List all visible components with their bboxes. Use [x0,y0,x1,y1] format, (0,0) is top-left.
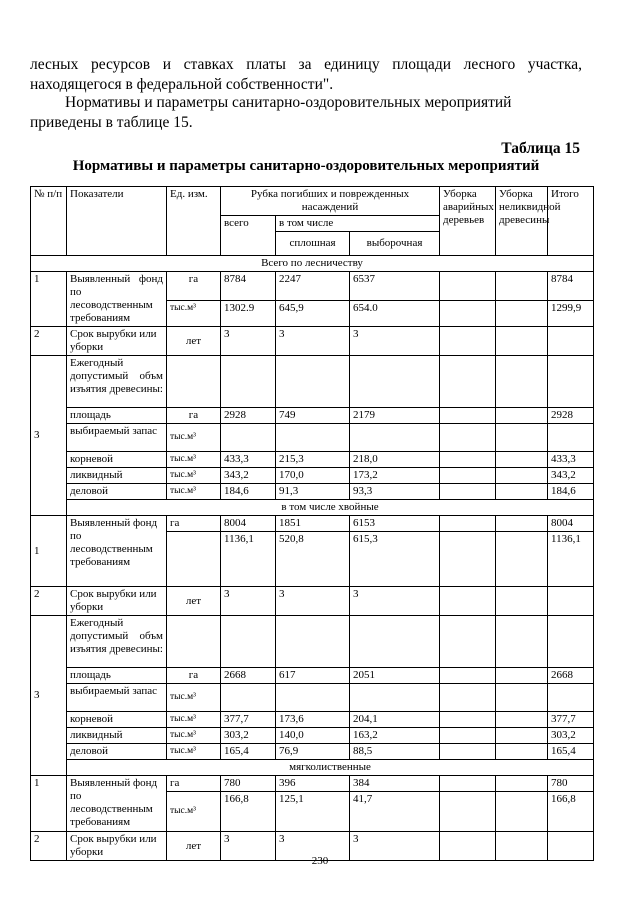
cell-itogo: 1136,1 [548,532,594,587]
cell-clear: 91,3 [276,484,350,500]
row-name: Срок вырубки или уборки [67,327,167,356]
row-unit: га [167,516,221,532]
row-name: Срок вырубки или уборки [67,587,167,616]
cell-total: 3 [221,327,276,356]
row-num: 2 [31,327,67,356]
row-unit: тыс.м³ [167,792,221,832]
cell-total: 1136,1 [221,532,276,587]
row-name: Срок вырубки или уборки [67,832,167,861]
cell-selective: 88,5 [350,744,440,760]
row-unit: лет [167,587,221,616]
cell-selective: 6537 [350,272,440,301]
row-unit: тыс.м³ [167,452,221,468]
header-total-sub: всего [221,216,276,256]
row-num: 3 [31,616,67,776]
intro-paragraph-1: лесных ресурсов и ставках платы за единицу площади лесного участка, находящегося в федеральной собственности". [30,56,582,93]
row-unit: тыс.м³ [167,728,221,744]
row-sub-label: ликвидный [67,468,167,484]
cell-total: 184,6 [221,484,276,500]
row-sub-label: выбираемый запас [67,684,167,712]
cell-selective: 384 [350,776,440,792]
row-sub-label: деловой [67,484,167,500]
cell-itogo: 8784 [548,272,594,301]
header-itogo: Итого [548,187,594,256]
cell-itogo: 343,2 [548,468,594,484]
cell-clear: 125,1 [276,792,350,832]
cell-selective: 173,2 [350,468,440,484]
cell-clear: 520,8 [276,532,350,587]
row-unit: тыс.м³ [167,712,221,728]
cell-clear: 3 [276,832,350,861]
row-unit: тыс.м³ [167,684,221,712]
row-unit: тыс.м³ [167,744,221,760]
cell-itogo: 1299,9 [548,301,594,327]
cell-clear: 617 [276,668,350,684]
cell-selective: 163,2 [350,728,440,744]
cell-clear: 2247 [276,272,350,301]
header-emergency: Уборка аварийных деревьев [440,187,496,256]
row-unit: га [167,408,221,424]
row-sub-label: корневой [67,712,167,728]
header-cutting: Рубка погибших и поврежденных насаждений [221,187,440,216]
row-unit: тыс.м³ [167,468,221,484]
cell-total: 165,4 [221,744,276,760]
cell-clear: 173,6 [276,712,350,728]
cell-clear: 396 [276,776,350,792]
cell-itogo: 2668 [548,668,594,684]
cell-clear: 140,0 [276,728,350,744]
row-sub-label: корневой [67,452,167,468]
cell-total: 303,2 [221,728,276,744]
cell-selective: 204,1 [350,712,440,728]
cell-selective: 615,3 [350,532,440,587]
cell-selective: 3 [350,587,440,616]
row-name: Выявленный фонд по лесоводственным требованиям [67,272,167,327]
row-num: 3 [31,356,67,516]
row-sub-label: деловой [67,744,167,760]
row-num: 1 [31,516,67,587]
section-label: Всего по лесничеству [31,256,594,272]
cell-itogo: 2928 [548,408,594,424]
cell-total: 377,7 [221,712,276,728]
row-sub-label: ликвидный [67,728,167,744]
row-num: 2 [31,587,67,616]
table-number: Таблица 15 [501,140,580,157]
row-unit: га [167,776,221,792]
cell-clear: 215,3 [276,452,350,468]
cell-total: 433,3 [221,452,276,468]
header-unit: Ед. изм. [167,187,221,256]
norms-table [30,186,594,861]
row-name: Выявленный фонд по лесоводственным требованиям [67,776,167,832]
row-unit: тыс.м³ [167,424,221,452]
cell-clear: 749 [276,408,350,424]
cell-total: 3 [221,587,276,616]
page-number: 230 [311,855,329,867]
cell-total: 3 [221,832,276,861]
cell-total: 2928 [221,408,276,424]
cell-selective: 218,0 [350,452,440,468]
cell-itogo: 165,4 [548,744,594,760]
row-sub-label: площадь [67,408,167,424]
header-indicators: Показатели [67,187,167,256]
cell-itogo: 166,8 [548,792,594,832]
row-sub-label: выбираемый запас [67,424,167,452]
cell-selective: 3 [350,327,440,356]
cell-itogo: 377,7 [548,712,594,728]
row-unit: тыс.м³ [167,301,221,327]
header-num: № п/п [31,187,67,256]
cell-total: 343,2 [221,468,276,484]
cell-total: 8784 [221,272,276,301]
cell-selective: 93,3 [350,484,440,500]
header-illiquid: Уборка неликвидной древесины [496,187,548,256]
cell-selective: 41,7 [350,792,440,832]
header-incl: в том числе [276,216,440,232]
cell-selective: 6153 [350,516,440,532]
cell-total: 8004 [221,516,276,532]
row-name: Ежегодный допустимый объм изъятия древесины: [67,356,167,408]
row-unit: лет [167,327,221,356]
cell-clear: 3 [276,327,350,356]
header-clear: сплошная [276,232,350,256]
cell-total: 780 [221,776,276,792]
cell-total: 166,8 [221,792,276,832]
cell-clear: 645,9 [276,301,350,327]
row-unit: га [167,668,221,684]
cell-clear: 1851 [276,516,350,532]
row-num: 1 [31,776,67,832]
row-num: 2 [31,832,67,861]
cell-selective: 654.0 [350,301,440,327]
row-sub-label: площадь [67,668,167,684]
row-name: Ежегодный допустимый объм изъятия древесины: [67,616,167,668]
row-unit: лет [167,832,221,861]
row-num: 1 [31,272,67,327]
cell-total: 1302.9 [221,301,276,327]
cell-itogo: 184,6 [548,484,594,500]
cell-selective: 3 [350,832,440,861]
row-name: Выявленный фонд по лесоводственным требованиям [67,516,167,587]
cell-itogo: 433,3 [548,452,594,468]
cell-itogo: 8004 [548,516,594,532]
cell-clear: 76,9 [276,744,350,760]
cell-clear: 3 [276,587,350,616]
row-unit: тыс.м³ [167,484,221,500]
cell-total: 2668 [221,668,276,684]
cell-selective: 2179 [350,408,440,424]
cell-selective: 2051 [350,668,440,684]
cell-clear: 170,0 [276,468,350,484]
cell-itogo: 780 [548,776,594,792]
header-selective: выборочная [350,232,440,256]
intro-paragraph-2: Нормативы и параметры санитарно-оздоровительных мероприятий приведены в таблице 15. [30,94,512,131]
section-label: мягколиственные [67,760,594,776]
table-title: Нормативы и параметры санитарно-оздоровительных мероприятий [72,158,540,174]
row-unit: га [167,272,221,301]
section-label: в том числе хвойные [67,500,594,516]
cell-itogo: 303,2 [548,728,594,744]
